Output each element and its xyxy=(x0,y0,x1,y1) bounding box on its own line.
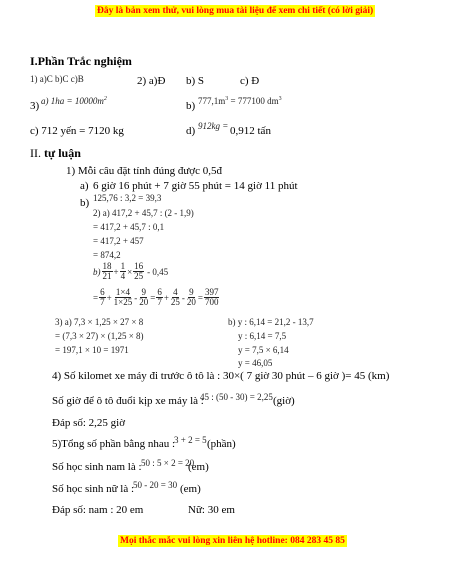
q4-time-math: 45 : (50 - 30) = 2,25 xyxy=(200,392,273,402)
q1-answers: 1) a)C b)C c)B xyxy=(30,74,84,84)
q3a-answer: a) $1ha = 10000m^2$ xyxy=(41,96,107,106)
q3d-math: 912kg = xyxy=(198,121,229,131)
section1-title: I.Phần Trắc nghiệm xyxy=(30,54,132,68)
q3-right-line-2: y : 6,14 = 7,5 xyxy=(238,331,287,341)
q3c-answer: c) 712 yến = 7120 kg xyxy=(30,125,124,137)
q2c-answer: c) Đ xyxy=(240,75,260,87)
q5-answer-boys: Đáp số: nam : 20 em xyxy=(52,504,144,516)
q5-boys-math: 50 : 5 × 2 = 20 xyxy=(141,458,195,468)
q3d-label: d) xyxy=(186,125,196,137)
item-a-label: a) xyxy=(80,180,89,192)
q2-line-1: 2) a) 417,2 + 45,7 : (2 - 1,9) xyxy=(93,208,194,218)
q2-line-3: = 417,2 + 457 xyxy=(93,236,144,246)
q3-right-line-4: y = 46,05 xyxy=(238,358,273,368)
q4-time-label: Số giờ để ô tô đuổi kịp xe máy là : xyxy=(52,395,204,407)
q2a-answer: 2) a)Đ xyxy=(137,75,166,87)
q5-math: 3 + 2 = 5 xyxy=(174,435,207,445)
q3-right-line-3: y = 7,5 × 6,14 xyxy=(238,345,289,355)
q4-answer: Đáp số: 2,25 giờ xyxy=(52,417,126,429)
item-b-math: 125,76 : 3,2 = 39,3 xyxy=(93,193,162,203)
q5-girls-math: 50 - 20 = 30 xyxy=(133,480,178,490)
q2b-answer: b) S xyxy=(186,75,205,87)
q5-boys-unit: (em) xyxy=(188,461,209,473)
q3-left-line-2: = (7,3 × 27) × (1,25 × 8) xyxy=(55,331,144,341)
q5-girls-label: Số học sinh nữ là : xyxy=(52,483,135,495)
item-b-label: b) xyxy=(80,197,90,209)
q3-right-line-1: b) y : 6,14 = 21,2 - 13,7 xyxy=(228,317,314,327)
q5-label: 5)Tổng số phần bằng nhau : xyxy=(52,438,176,450)
q5-answer-girls: Nữ: 30 em xyxy=(188,504,235,516)
q2-line-4: = 874,2 xyxy=(93,250,121,260)
q5-unit: (phần) xyxy=(207,438,236,450)
item1-text: 1) Mỗi câu đặt tính đúng được 0,5đ xyxy=(66,165,222,177)
q2b-expression-2: = $\frac{6}{7}$ + $\frac{1\times 4}{1\times 25}$ - $\frac{9}{20}$ = $\frac{6}{7}$ + $\frac{4}{25}$ - $\frac{9}{20}$ = $\frac{397}{700}$ xyxy=(93,287,219,307)
q3-left-line-1: 3) a) 7,3 × 1,25 × 27 × 8 xyxy=(55,317,144,327)
q3-left-line-3: = 197,1 × 10 = 1971 xyxy=(55,345,129,355)
footer-banner: Mọi thắc mắc vui lòng xin liên hệ hotline: 084 283 45 85 xyxy=(120,536,345,546)
q2-line-2: = 417,2 + 45,7 : 0,1 xyxy=(93,222,165,232)
q3b-answer: $777,1m^3 = 777100$ $dm^3$ xyxy=(198,96,282,106)
section2-title: II. tự luận xyxy=(30,146,81,160)
q3b-label: b) xyxy=(186,100,196,112)
q4-text: 4) Số kilomet xe máy đi trước ô tô là : 30×( 7 giờ 30 phút – 6 giờ )= 45 (km) xyxy=(52,370,390,382)
q2b-expression: b) $\frac{18}{21}$ + $\frac{1}{4}$ × $\frac{16}{25}$ - 0,45 xyxy=(93,261,169,281)
q5-girls-unit: (em) xyxy=(180,483,201,495)
q3d-rest: 0,912 tấn xyxy=(230,125,271,137)
header-banner: Đây là bản xem thử, vui lòng mua tài liệu để xem chi tiết (có lời giải) xyxy=(97,6,374,16)
q3-label: 3) xyxy=(30,100,40,112)
q4-time-unit: (giờ) xyxy=(273,395,295,407)
item-a-text: 6 giờ 16 phút + 7 giờ 55 phút = 14 giờ 11 phút xyxy=(93,180,298,192)
q5-boys-label: Số học sinh nam là : xyxy=(52,461,142,473)
